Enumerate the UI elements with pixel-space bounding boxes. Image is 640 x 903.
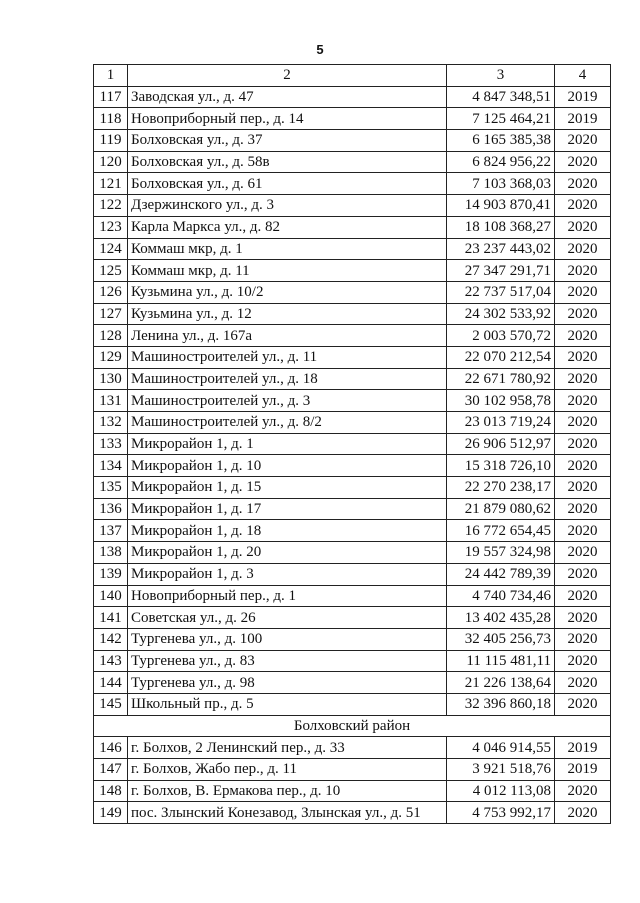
row-number: 130 — [94, 368, 128, 390]
row-number: 129 — [94, 346, 128, 368]
table-row — [94, 542, 611, 564]
table-row — [94, 86, 611, 108]
year-cell: 2020 — [555, 563, 611, 585]
address-cell: Тургенева ул., д. 83 — [128, 650, 447, 672]
row-number: 120 — [94, 151, 128, 173]
row-number: 128 — [94, 325, 128, 347]
year-cell: 2020 — [555, 628, 611, 650]
address-cell: Микрорайон 1, д. 17 — [128, 498, 447, 520]
amount-cell: 7 125 464,21 — [447, 108, 555, 130]
amount-cell: 22 671 780,92 — [447, 368, 555, 390]
row-number: 127 — [94, 303, 128, 325]
column-number-row — [94, 65, 611, 87]
address-cell: г. Болхов, В. Ермакова пер., д. 10 — [128, 780, 447, 802]
address-cell: пос. Злынский Конезавод, Злынская ул., д. 51 — [128, 802, 447, 824]
amount-cell: 4 847 348,51 — [447, 86, 555, 108]
amount-cell: 6 165 385,38 — [447, 130, 555, 152]
table-row — [94, 520, 611, 542]
row-number: 148 — [94, 780, 128, 802]
year-cell: 2019 — [555, 86, 611, 108]
year-cell: 2020 — [555, 281, 611, 303]
year-cell: 2020 — [555, 195, 611, 217]
section-row — [94, 715, 611, 737]
table-row — [94, 802, 611, 824]
table-row — [94, 455, 611, 477]
column-number-3: 3 — [447, 65, 555, 87]
table-row — [94, 325, 611, 347]
address-cell: Школьный пр., д. 5 — [128, 693, 447, 715]
row-number: 117 — [94, 86, 128, 108]
amount-cell: 30 102 958,78 — [447, 390, 555, 412]
row-number: 122 — [94, 195, 128, 217]
table-row — [94, 737, 611, 759]
address-cell: Болховская ул., д. 58в — [128, 151, 447, 173]
address-cell: Коммаш мкр, д. 1 — [128, 238, 447, 260]
address-cell: Машиностроителей ул., д. 18 — [128, 368, 447, 390]
amount-cell: 11 115 481,11 — [447, 650, 555, 672]
table-row — [94, 195, 611, 217]
year-cell: 2020 — [555, 173, 611, 195]
table-row — [94, 238, 611, 260]
row-number: 146 — [94, 737, 128, 759]
register-table — [93, 64, 611, 824]
column-number-4: 4 — [555, 65, 611, 87]
table-row — [94, 477, 611, 499]
amount-cell: 24 302 533,92 — [447, 303, 555, 325]
row-number: 140 — [94, 585, 128, 607]
address-cell: Машиностроителей ул., д. 3 — [128, 390, 447, 412]
table-row — [94, 563, 611, 585]
address-cell: Советская ул., д. 26 — [128, 607, 447, 629]
address-cell: Микрорайон 1, д. 15 — [128, 477, 447, 499]
table-row — [94, 260, 611, 282]
address-cell: Новоприборный пер., д. 1 — [128, 585, 447, 607]
year-cell: 2020 — [555, 477, 611, 499]
amount-cell: 23 013 719,24 — [447, 412, 555, 434]
address-cell: г. Болхов, 2 Ленинский пер., д. 33 — [128, 737, 447, 759]
page-number: 5 — [316, 42, 324, 57]
year-cell: 2020 — [555, 260, 611, 282]
year-cell: 2019 — [555, 759, 611, 781]
table-row — [94, 628, 611, 650]
address-cell: Болховская ул., д. 61 — [128, 173, 447, 195]
amount-cell: 32 405 256,73 — [447, 628, 555, 650]
year-cell: 2020 — [555, 498, 611, 520]
year-cell: 2020 — [555, 390, 611, 412]
table-row — [94, 759, 611, 781]
row-number: 121 — [94, 173, 128, 195]
amount-cell: 16 772 654,45 — [447, 520, 555, 542]
amount-cell: 4 012 113,08 — [447, 780, 555, 802]
table-row — [94, 346, 611, 368]
table-row — [94, 693, 611, 715]
row-number: 135 — [94, 477, 128, 499]
row-number: 126 — [94, 281, 128, 303]
year-cell: 2020 — [555, 542, 611, 564]
amount-cell: 19 557 324,98 — [447, 542, 555, 564]
year-cell: 2019 — [555, 108, 611, 130]
row-number: 137 — [94, 520, 128, 542]
table-row — [94, 390, 611, 412]
row-number: 144 — [94, 672, 128, 694]
address-cell: Ленина ул., д. 167а — [128, 325, 447, 347]
row-number: 131 — [94, 390, 128, 412]
year-cell: 2020 — [555, 650, 611, 672]
amount-cell: 2 003 570,72 — [447, 325, 555, 347]
address-cell: Кузьмина ул., д. 12 — [128, 303, 447, 325]
year-cell: 2020 — [555, 693, 611, 715]
year-cell: 2020 — [555, 216, 611, 238]
year-cell: 2020 — [555, 346, 611, 368]
year-cell: 2020 — [555, 672, 611, 694]
amount-cell: 32 396 860,18 — [447, 693, 555, 715]
address-cell: Кузьмина ул., д. 10/2 — [128, 281, 447, 303]
table-row — [94, 151, 611, 173]
section-title: Болховский район — [94, 715, 611, 737]
table-row — [94, 780, 611, 802]
amount-cell: 21 879 080,62 — [447, 498, 555, 520]
amount-cell: 27 347 291,71 — [447, 260, 555, 282]
year-cell: 2020 — [555, 130, 611, 152]
year-cell: 2020 — [555, 368, 611, 390]
table-row — [94, 650, 611, 672]
row-number: 138 — [94, 542, 128, 564]
row-number: 134 — [94, 455, 128, 477]
table-row — [94, 498, 611, 520]
amount-cell: 22 737 517,04 — [447, 281, 555, 303]
year-cell: 2020 — [555, 780, 611, 802]
address-cell: Машиностроителей ул., д. 8/2 — [128, 412, 447, 434]
address-cell: г. Болхов, Жабо пер., д. 11 — [128, 759, 447, 781]
table-row — [94, 108, 611, 130]
year-cell: 2020 — [555, 802, 611, 824]
amount-cell: 14 903 870,41 — [447, 195, 555, 217]
address-cell: Микрорайон 1, д. 1 — [128, 433, 447, 455]
table-row — [94, 672, 611, 694]
amount-cell: 6 824 956,22 — [447, 151, 555, 173]
address-cell: Болховская ул., д. 37 — [128, 130, 447, 152]
row-number: 133 — [94, 433, 128, 455]
amount-cell: 23 237 443,02 — [447, 238, 555, 260]
amount-cell: 15 318 726,10 — [447, 455, 555, 477]
amount-cell: 18 108 368,27 — [447, 216, 555, 238]
year-cell: 2020 — [555, 455, 611, 477]
year-cell: 2020 — [555, 412, 611, 434]
address-cell: Тургенева ул., д. 100 — [128, 628, 447, 650]
row-number: 149 — [94, 802, 128, 824]
year-cell: 2019 — [555, 737, 611, 759]
row-number: 123 — [94, 216, 128, 238]
address-cell: Микрорайон 1, д. 3 — [128, 563, 447, 585]
address-cell: Микрорайон 1, д. 10 — [128, 455, 447, 477]
year-cell: 2020 — [555, 607, 611, 629]
row-number: 124 — [94, 238, 128, 260]
amount-cell: 22 270 238,17 — [447, 477, 555, 499]
table-row — [94, 130, 611, 152]
table-row — [94, 607, 611, 629]
row-number: 147 — [94, 759, 128, 781]
row-number: 119 — [94, 130, 128, 152]
amount-cell: 4 753 992,17 — [447, 802, 555, 824]
address-cell: Микрорайон 1, д. 20 — [128, 542, 447, 564]
year-cell: 2020 — [555, 303, 611, 325]
table-row — [94, 585, 611, 607]
year-cell: 2020 — [555, 585, 611, 607]
address-cell: Тургенева ул., д. 98 — [128, 672, 447, 694]
year-cell: 2020 — [555, 520, 611, 542]
column-number-2: 2 — [128, 65, 447, 87]
amount-cell: 21 226 138,64 — [447, 672, 555, 694]
row-number: 125 — [94, 260, 128, 282]
address-cell: Дзержинского ул., д. 3 — [128, 195, 447, 217]
row-number: 132 — [94, 412, 128, 434]
table-row — [94, 412, 611, 434]
year-cell: 2020 — [555, 325, 611, 347]
row-number: 118 — [94, 108, 128, 130]
amount-cell: 24 442 789,39 — [447, 563, 555, 585]
address-cell: Коммаш мкр, д. 11 — [128, 260, 447, 282]
amount-cell: 13 402 435,28 — [447, 607, 555, 629]
amount-cell: 7 103 368,03 — [447, 173, 555, 195]
address-cell: Машиностроителей ул., д. 11 — [128, 346, 447, 368]
table-row — [94, 216, 611, 238]
address-cell: Новоприборный пер., д. 14 — [128, 108, 447, 130]
table-row — [94, 281, 611, 303]
amount-cell: 22 070 212,54 — [447, 346, 555, 368]
address-cell: Микрорайон 1, д. 18 — [128, 520, 447, 542]
address-cell: Заводская ул., д. 47 — [128, 86, 447, 108]
row-number: 141 — [94, 607, 128, 629]
year-cell: 2020 — [555, 151, 611, 173]
column-number-1: 1 — [94, 65, 128, 87]
amount-cell: 4 046 914,55 — [447, 737, 555, 759]
year-cell: 2020 — [555, 238, 611, 260]
row-number: 139 — [94, 563, 128, 585]
table-row — [94, 368, 611, 390]
address-cell: Карла Маркса ул., д. 82 — [128, 216, 447, 238]
year-cell: 2020 — [555, 433, 611, 455]
amount-cell: 26 906 512,97 — [447, 433, 555, 455]
table-row — [94, 173, 611, 195]
amount-cell: 3 921 518,76 — [447, 759, 555, 781]
row-number: 145 — [94, 693, 128, 715]
amount-cell: 4 740 734,46 — [447, 585, 555, 607]
table-row — [94, 433, 611, 455]
row-number: 143 — [94, 650, 128, 672]
table-row — [94, 303, 611, 325]
row-number: 142 — [94, 628, 128, 650]
row-number: 136 — [94, 498, 128, 520]
